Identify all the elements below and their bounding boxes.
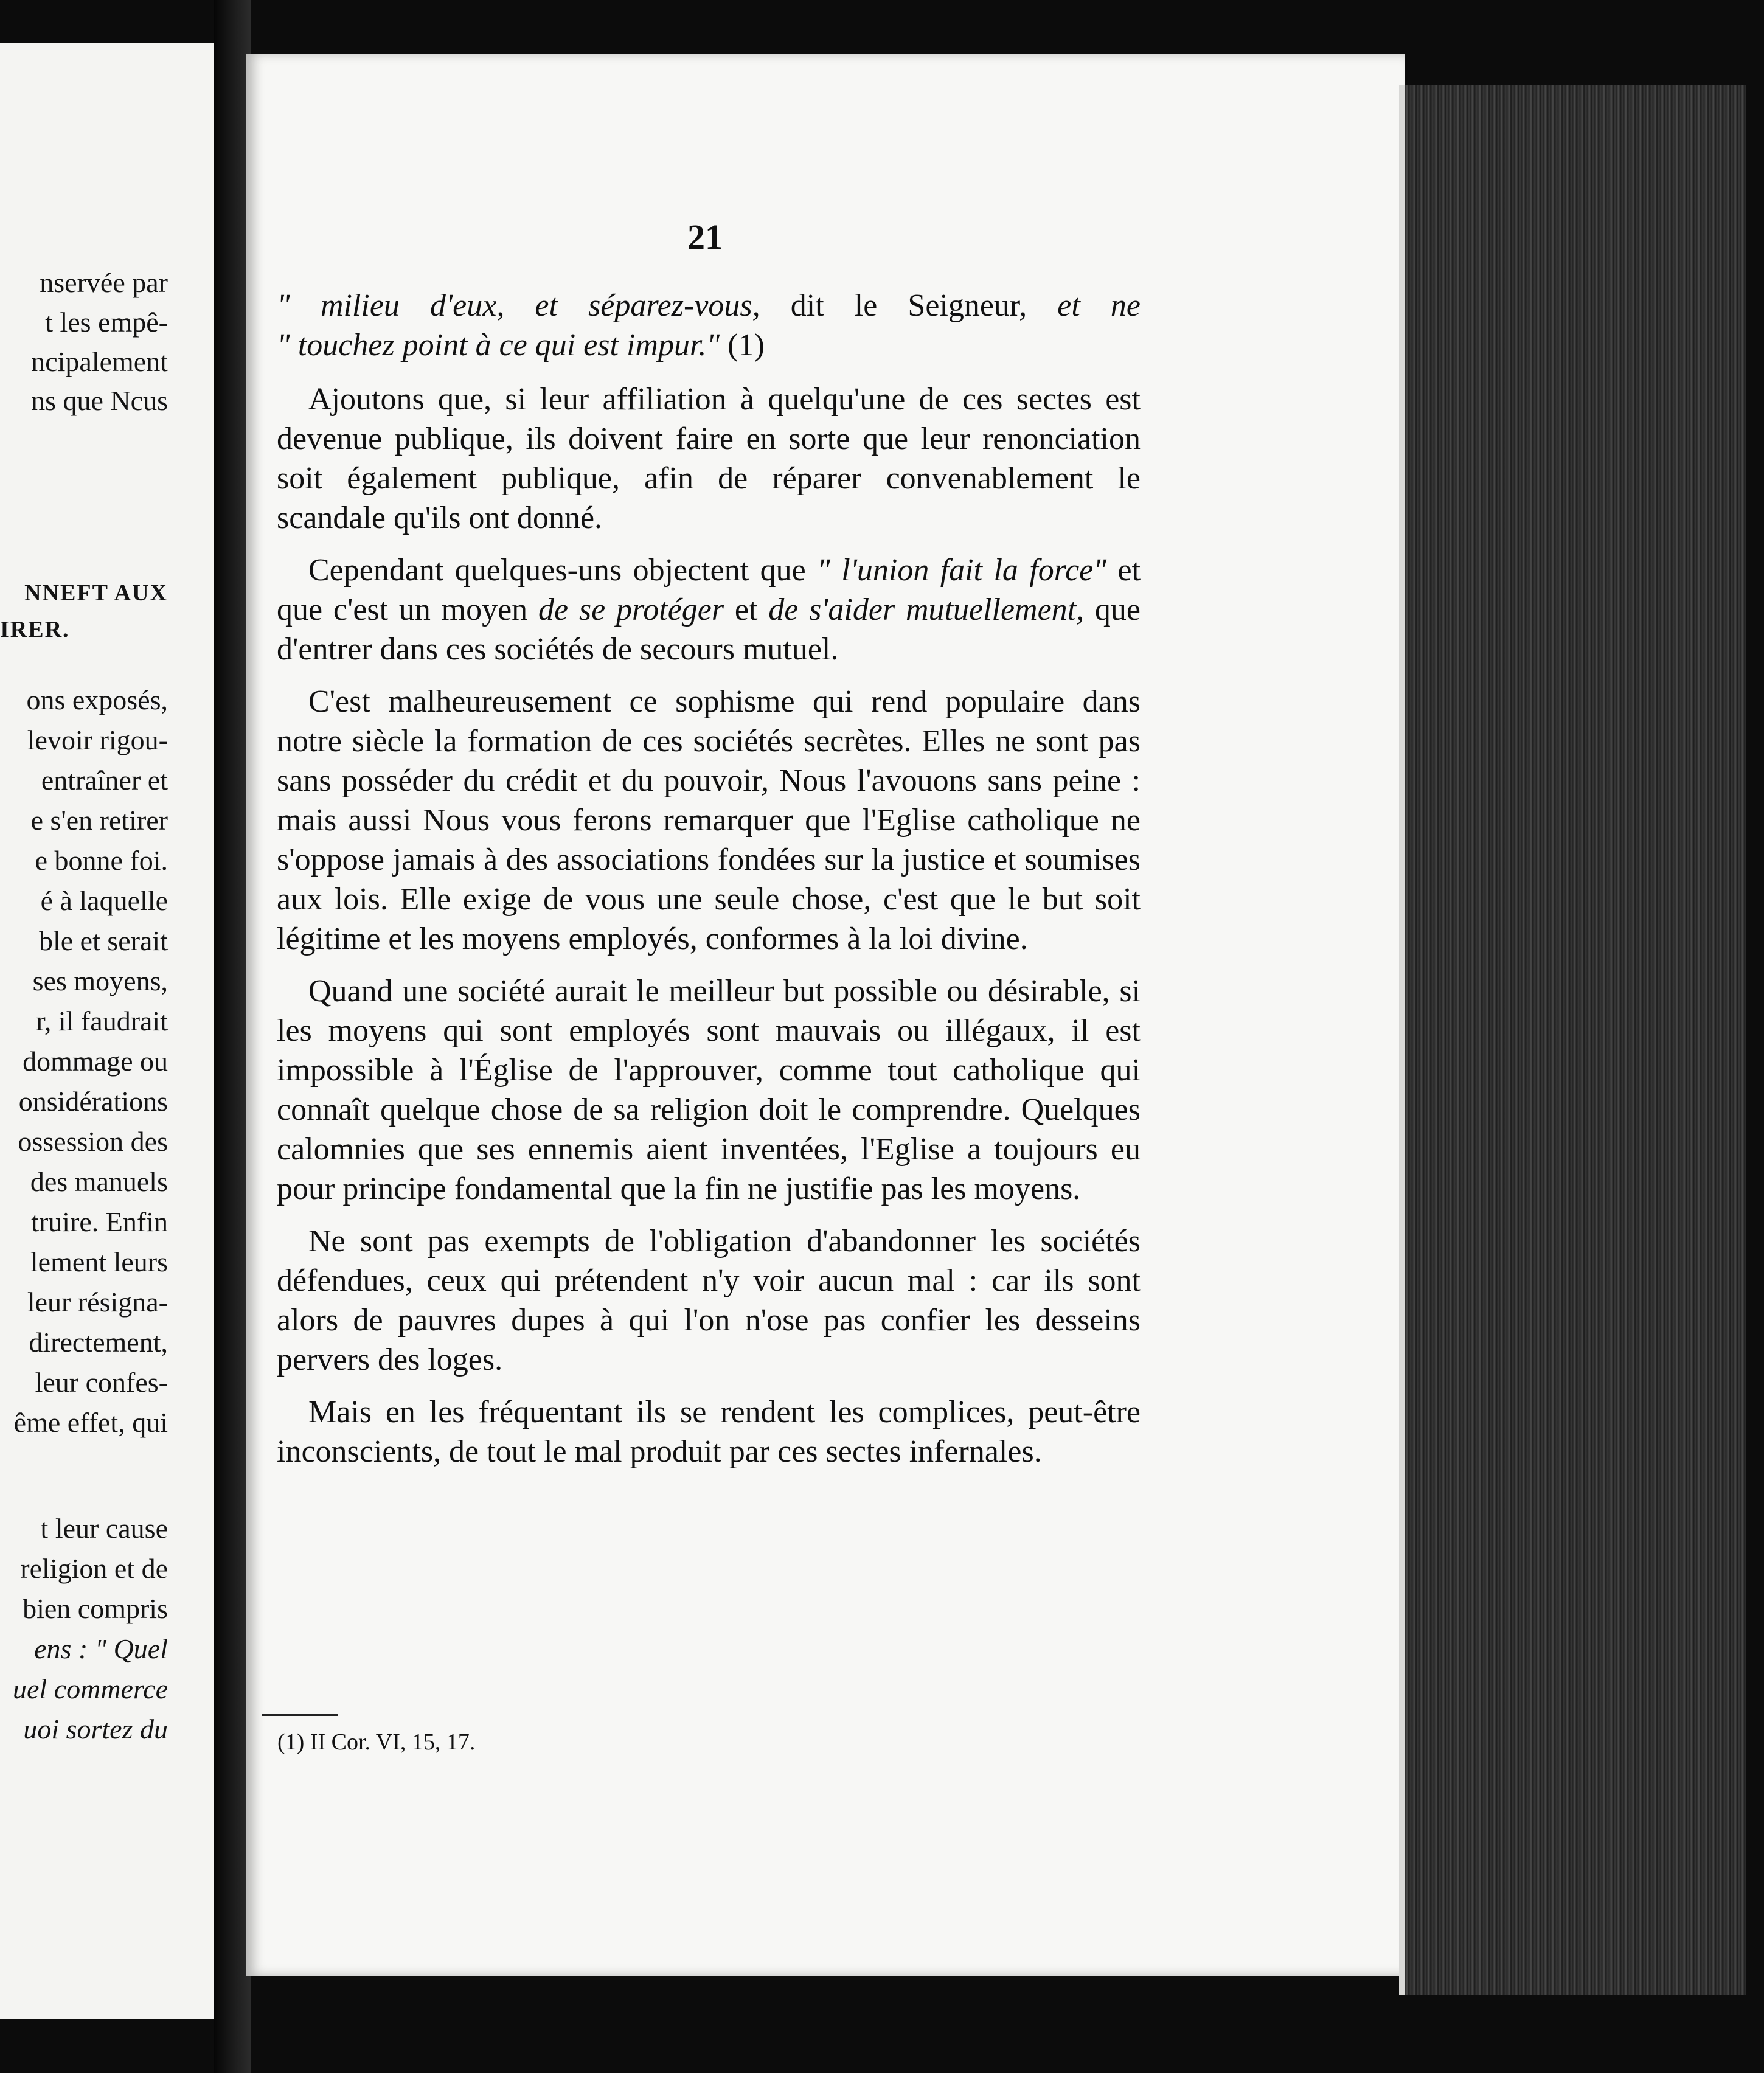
left-line: ons exposés, [26, 684, 168, 715]
left-line: uel commerce [13, 1673, 168, 1704]
left-line: religion et de [20, 1553, 168, 1584]
left-line: t les empê- [45, 307, 168, 338]
page-number: 21 [687, 217, 723, 257]
left-line: ses moyens, [32, 965, 168, 996]
left-line: levoir rigou- [27, 724, 168, 755]
quote-italic-2: " touchez point à ce qui est impur." [277, 328, 720, 363]
paragraph [277, 550, 1141, 669]
left-line: ncipalement [31, 346, 168, 377]
text-run: Cependant quelques-uns objectent que [308, 553, 818, 588]
left-line: ême effet, qui [13, 1407, 168, 1438]
quote-block [277, 286, 1141, 365]
footnote: (1) II Cor. VI, 15, 17. [277, 1729, 476, 1755]
left-line: r, il faudrait [36, 1005, 168, 1036]
left-line: e s'en retirer [30, 805, 168, 836]
left-line: directement, [29, 1327, 168, 1358]
left-line: t leur cause [40, 1513, 168, 1544]
text-run: et [724, 592, 769, 627]
italic-run: " l'union fait la force" [817, 553, 1107, 588]
previous-page-fragment [0, 43, 214, 2019]
left-line: ens : " Quel [34, 1633, 168, 1664]
left-line: leur résigna- [27, 1287, 168, 1318]
left-line: ns que Ncus [31, 385, 168, 416]
left-line: onsidérations [18, 1086, 168, 1117]
book-page-edges [1405, 85, 1746, 1995]
left-line: ble et serait [38, 925, 168, 956]
quote-italic-end: et ne [1057, 288, 1141, 323]
footnote-rule [262, 1714, 338, 1716]
italic-run: de s'aider mutuellement, [768, 592, 1085, 627]
paragraph: Mais en les fréquentant ils se rendent les complices, peut-être inconscients, de tout le mal produit par ces sectes infernales. [277, 1395, 1141, 1469]
paragraph: Quand une société aurait le meilleur but possible ou désirable, si les moyens qui sont employés sont mauvais ou illégaux, il est impossible à l'Église de l'approuver, comme tout catholique qui connaît quelque chose de sa religion doit le comprendre. Quelques calomnies que ses ennemis aient inventées, l'Eglise a toujours eu pour principe fondamental que la fin ne justifie pas les moyens. [277, 974, 1141, 1206]
paragraph: C'est malheureusement ce sophisme qui rend populaire dans notre siècle la formation de ces sociétés secrètes. Elles ne sont pas sans posséder du crédit et du pouvoir, Nous l'avouons sans peine : mais aussi Nous vous ferons remarquer que l'Eglise catholique ne s'oppose jamais à des associations fondées sur la justice et soumises aux lois. Elle exige de vous une seule chose, c'est que le but soit légitime et les moyens employés, conformes à la loi divine. [277, 684, 1141, 956]
left-line: des manuels [30, 1166, 168, 1197]
left-line: e bonne foi. [35, 845, 168, 876]
quote-line-1 [277, 286, 1141, 325]
footnote-ref: (1) [720, 328, 765, 363]
left-line: entraîner et [41, 765, 168, 796]
left-line: bien compris [23, 1593, 168, 1624]
left-line: é à laquelle [40, 885, 168, 916]
left-line: lement leurs [30, 1246, 168, 1277]
left-line: dommage ou [23, 1046, 168, 1077]
text-run: que d'entrer dans ces sociétés de secours mutuel. [277, 592, 1141, 667]
left-line: nservée par [40, 267, 168, 298]
left-line: ossession des [18, 1126, 168, 1157]
text-run: et que c'est un moyen [277, 553, 1141, 627]
left-line: NNEFT AUX [24, 580, 168, 606]
book-gutter [214, 0, 251, 2073]
left-line: truire. Enfin [31, 1206, 168, 1237]
italic-run: de se protéger [538, 592, 724, 627]
paragraph: Ne sont pas exempts de l'obligation d'abandonner les sociétés défendues, ceux qui prétendent n'y voir aucun mal : car ils sont alors de pauvres dupes à qui l'on n'ose pas confier les desseins pervers des loges. [277, 1224, 1141, 1377]
quote-roman: dit le Seigneur, [760, 288, 1058, 323]
left-line: IRER. [0, 617, 70, 642]
paragraph: Ajoutons que, si leur affiliation à quelqu'une de ces sectes est devenue publique, ils doivent faire en sorte que leur renonciation soit également publique, afin de réparer convenablement le scandale qu'ils ont donné. [277, 382, 1141, 535]
left-line: uoi sortez du [23, 1714, 168, 1745]
left-line: leur confes- [35, 1367, 168, 1398]
quote-line-2 [277, 325, 1141, 365]
body-text [277, 286, 1141, 1484]
quote-italic: " milieu d'eux, et séparez-vous, [277, 288, 760, 323]
